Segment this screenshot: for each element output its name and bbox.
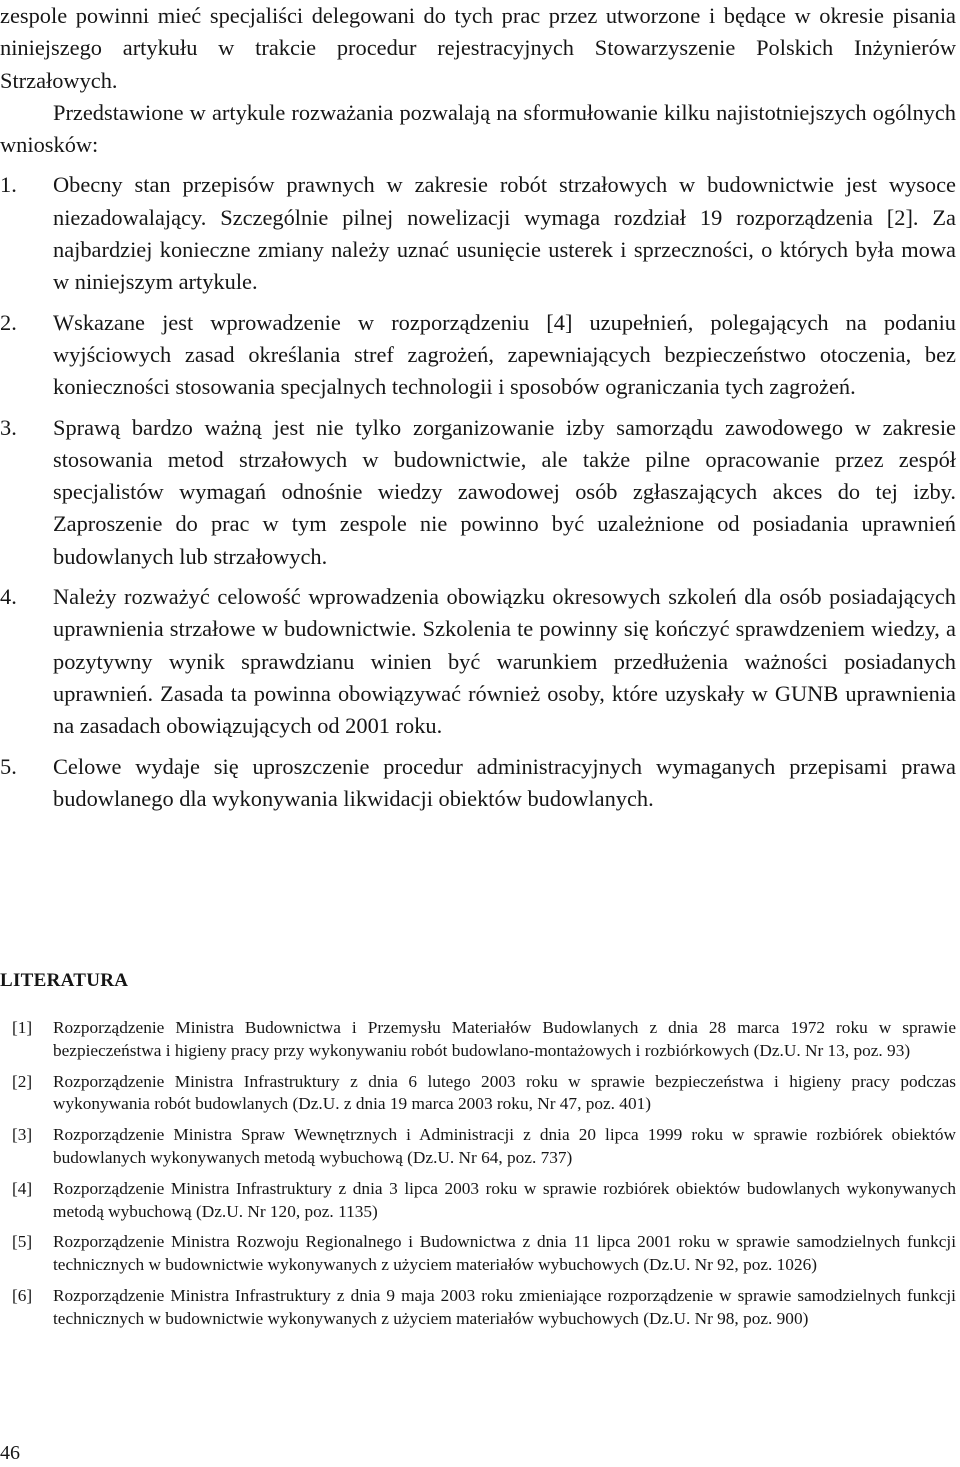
reference-number: [2] xyxy=(12,1071,33,1091)
conclusion-number: 5. xyxy=(0,753,17,779)
conclusion-text: Celowe wydaje się uproszczenie procedur administracyjnych wymaganych przepisami prawa budowlanego dla wykonywania likwidacji obiektów budowlanych. xyxy=(53,753,956,811)
literature-heading: LITERATURA xyxy=(0,970,129,991)
reference-number: [4] xyxy=(12,1178,33,1198)
conclusion-item xyxy=(0,751,956,816)
conclusion-item xyxy=(0,307,956,404)
conclusions-lead: Przedstawione w artykule rozważania pozwalają na sformułowanie kilku najistotniejszych ogólnych wniosków: xyxy=(0,99,956,158)
conclusion-text: Obecny stan przepisów prawnych w zakresie robót strzałowych w budownictwie jest wysoce niezadowalający. Szczególnie pilnej nowelizacji wymaga rozdział 19 rozporządzenia [2]. Za najbardziej konieczne zmiany należy uznać usunięcie usterek i sprzeczności, o których była mowa w niniejszym artykule. xyxy=(53,172,956,295)
reference-number: [5] xyxy=(12,1232,33,1252)
conclusions-list xyxy=(0,169,956,815)
reference-text: Rozporządzenie Ministra Infrastruktury z dnia 3 lipca 2003 roku w sprawie rozbiórek obiektów budowlanych wykonywanych metodą wybuchową (Dz.U. Nr 120, poz. 1135) xyxy=(53,1178,956,1221)
reference-text: Rozporządzenie Ministra Infrastruktury z dnia 9 maja 2003 roku zmieniające rozporządzenie w sprawie samodzielnych funkcji technicznych w budownictwie wykonywanych z użyciem materiałów wybuchowych (Dz.U. Nr 98, poz. 900) xyxy=(53,1285,956,1328)
reference-number: [1] xyxy=(12,1018,33,1037)
reference-text: Rozporządzenie Ministra Infrastruktury z dnia 6 lutego 2003 roku w sprawie bezpieczeństwa i higieny pracy podczas wykonywania robót budowlanych (Dz.U. z dnia 19 marca 2003 roku, Nr 47, poz. 401) xyxy=(53,1071,956,1114)
conclusion-number: 1. xyxy=(0,172,17,198)
reference-item xyxy=(0,1124,956,1170)
reference-item xyxy=(0,1071,956,1117)
reference-text: Rozporządzenie Ministra Rozwoju Regionalnego i Budownictwa z dnia 11 lipca 2001 roku w sprawie samodzielnych funkcji technicznych w budownictwie wykonywanych z użyciem materiałów wybuchowych (Dz.U. Nr 92, poz. 1026) xyxy=(53,1232,956,1275)
reference-item xyxy=(0,1178,956,1224)
reference-text: Rozporządzenie Ministra Spraw Wewnętrznych i Administracji z dnia 20 lipca 1999 roku w sprawie rozbiórek obiektów budowlanych wykonywanych metodą wybuchową (Dz.U. Nr 64, poz. 737) xyxy=(53,1125,956,1167)
reference-number: [3] xyxy=(12,1125,33,1145)
reference-item xyxy=(0,1231,956,1277)
page-number: 46 xyxy=(0,1442,20,1464)
conclusion-number: 2. xyxy=(0,309,17,335)
conclusion-number: 3. xyxy=(0,414,17,440)
reference-text: Rozporządzenie Ministra Budownictwa i Przemysłu Materiałów Budowlanych z dnia 28 marca 1972 roku w sprawie bezpieczeństwa i higieny pracy przy wykonywaniu robót budowlano-montażowych i rozbiórkowych (Dz.U. Nr 13, poz. 93) xyxy=(53,1018,956,1060)
reference-list xyxy=(0,1017,956,1339)
conclusion-item xyxy=(0,412,956,573)
conclusion-text: Sprawą bardzo ważną jest nie tylko zorganizowanie izby samorządu zawodowego w zakresie stosowania metod strzałowych w budownictwie, ale także pilne opracowanie przez zespół specjalistów wymagań odnośnie wiedzy zawodowej osób zgłaszających akces do tej izby. Zaproszenie do prac w tym zespole nie powinno być uzależnione od posiadania uprawnień budowlanych lub strzałowych. xyxy=(53,414,956,569)
conclusion-number: 4. xyxy=(0,584,17,610)
conclusion-text: Wskazane jest wprowadzenie w rozporządzeniu [4] uzupełnień, polegających na podaniu wyjściowych zasad określania stref zagrożeń, zapewniających bezpieczeństwo otoczenia, bez konieczności stosowania specjalnych technologii i sposobów ograniczania tych zagrożeń. xyxy=(53,309,956,400)
reference-item xyxy=(0,1285,956,1331)
conclusion-text: Należy rozważyć celowość wprowadzenia obowiązku okresowych szkoleń dla osób posiadających uprawnienia strzałowe w budownictwie. Szkolenia te powinny się kończyć sprawdzeniem wiedzy, a pozytywny wynik sprawdzianu winien być warunkiem przedłużenia ważności posiadanych uprawnień. Zasada ta powinna obowiązywać również osoby, które uzyskały w GUNB uprawnienia na zasadach obowiązujących od 2001 roku. xyxy=(53,584,956,739)
reference-number: [6] xyxy=(12,1285,33,1305)
conclusion-item xyxy=(0,581,956,742)
reference-item xyxy=(0,1017,956,1063)
conclusion-item xyxy=(0,169,956,298)
intro-continuation: zespole powinni mieć specjaliści delegowani do tych prac przez utworzone i będące w okresie pisania niniejszego artykułu w trakcie procedur rejestracyjnych Stowarzyszenie Polskich Inżynierów Strzałowych. xyxy=(0,3,956,93)
